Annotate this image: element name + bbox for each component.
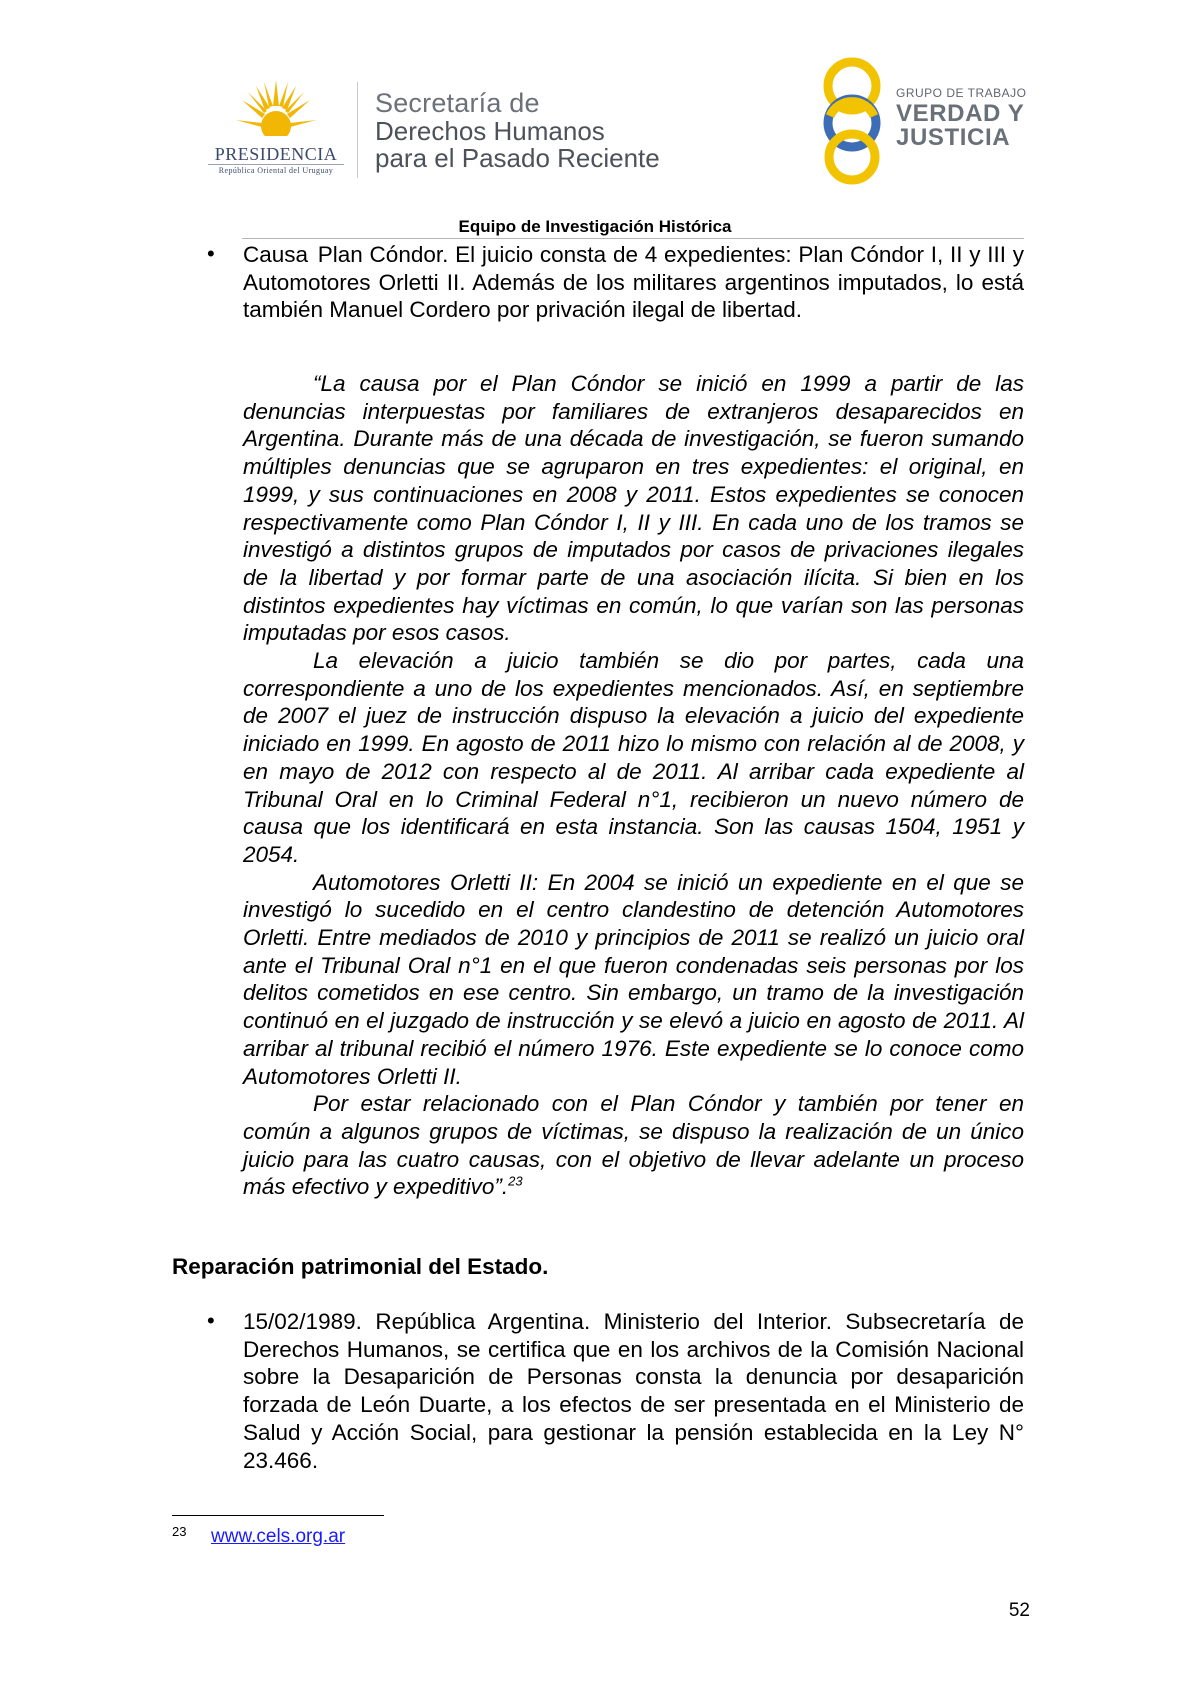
presidencia-name: PRESIDENCIA (214, 144, 338, 164)
secretaria-logo-text (375, 88, 660, 172)
header-divider (357, 82, 358, 178)
linked-rings-icon (820, 56, 896, 186)
secretaria-line-2: Derechos Humanos (375, 116, 605, 146)
bullet-lead-word: Causa (243, 242, 309, 267)
quote-paragraph-1: “La causa por el Plan Cóndor se inició en 1999 a partir de las denuncias interpuestas por familiares de extranjeros desaparecidos en Argentina. Durante más de una década de investigación, se fueron sumando múltiples denuncias que se agruparon en tres expedientes: el original, en 1999, y sus continuaciones en 2008 y 2011. Estos expedientes se conocen respectivamente como Plan Cóndor I, II y III. En cada uno de los tramos se investigó a distintos grupos de imputados por casos de privaciones ilegales de la libertad y por formar parte de una asociación ilícita. Si bien en los distintos expedientes hay víctimas en común, lo que varían son las personas imputadas por esos casos. (243, 371, 1024, 646)
presidencia-subtitle: República Oriental del Uruguay (218, 166, 334, 175)
bullet-marker: • (207, 241, 215, 266)
quote-paragraph-4-text: Por estar relacionado con el Plan Cóndor y también por tener en común a algunos grupos de víctimas, se dispuso la realización de un único juicio para las cuatro causas, con el objetivo de llevar adelante un proceso más efectivo y expeditivo”. (243, 1091, 1024, 1200)
running-header-title: Equipo de Investigación Histórica (458, 217, 732, 236)
block-quote (243, 370, 1024, 1201)
sun-icon (234, 76, 318, 142)
footnote-number: 23 (172, 1524, 187, 1539)
grupo-de-trabajo-label: GRUPO DE TRABAJO (896, 86, 1027, 100)
quote-paragraph-3: Automotores Orletti II: En 2004 se inició un expediente en el que se investigó lo sucedido en el centro clandestino de detención Automotores Orletti. Entre mediados de 2010 y principios de 2011 se realizó un juicio oral ante el Tribunal Oral n°1 en el que fueron condenadas seis personas por los delitos cometidos en ese centro. Sin embargo, un tramo de la investigación continuó en el juzgado de instrucción y se elevó a juicio en agosto de 2011. Al arribar al tribunal recibió el número 1976. Este expediente se lo conoce como Automotores Orletti II. (243, 869, 1024, 1089)
bullet-paragraph-plan-condor (243, 241, 1024, 324)
section-heading: Reparación patrimonial del Estado. (172, 1254, 549, 1279)
document-header (0, 0, 1190, 200)
bullet-paragraph-reparacion: 15/02/1989. República Argentina. Ministerio del Interior. Subsecretaría de Derechos Humanos, se certifica que en los archivos de la Comisión Nacional sobre la Desaparición de Personas consta la denuncia por desaparición forzada de León Duarte, a los efectos de ser presentada en el Ministerio de Salud y Acción Social, para gestionar la pensión establecida en la Ley N° 23.466. (243, 1309, 1024, 1473)
header-rule (242, 238, 1024, 239)
secretaria-line-3: para el Pasado Reciente (375, 143, 660, 173)
footnote-separator (172, 1515, 384, 1516)
presidencia-logo (196, 76, 356, 180)
justicia-label: JUSTICIA (896, 124, 1011, 151)
bullet-marker: • (207, 1308, 215, 1333)
bullet-text: Plan Cóndor. El juicio consta de 4 expedientes: Plan Cóndor I, II y III y Automotores Orletti II. Además de los militares argentinos imputados, lo está también Manuel Cordero por privación ilegal de libertad. (243, 242, 1024, 323)
quote-paragraph-4 (243, 1090, 1024, 1201)
verdad-justicia-logo (820, 56, 1040, 186)
secretaria-line-1: Secretaría de (375, 88, 540, 118)
quote-paragraph-2: La elevación a juicio también se dio por partes, cada una correspondiente a uno de los expedientes mencionados. Así, en septiembre de 2007 el juez de instrucción dispuso la elevación a juicio del expediente iniciado en 1999. En agosto de 2011 hizo lo mismo con relación al de 2008, y en mayo de 2012 con respecto al de 2011. Al arribar cada expediente al Tribunal Oral en lo Criminal Federal n°1, recibieron un nuevo número de causa que los identificará en esta instancia. Son las causas 1504, 1951 y 2054. (243, 648, 1024, 867)
verdad-y-label: VERDAD Y (896, 100, 1025, 127)
footnote-link[interactable]: www.cels.org.ar (211, 1526, 346, 1547)
page-number: 52 (1008, 1600, 1030, 1621)
footnote-reference[interactable]: 23 (508, 1173, 523, 1189)
